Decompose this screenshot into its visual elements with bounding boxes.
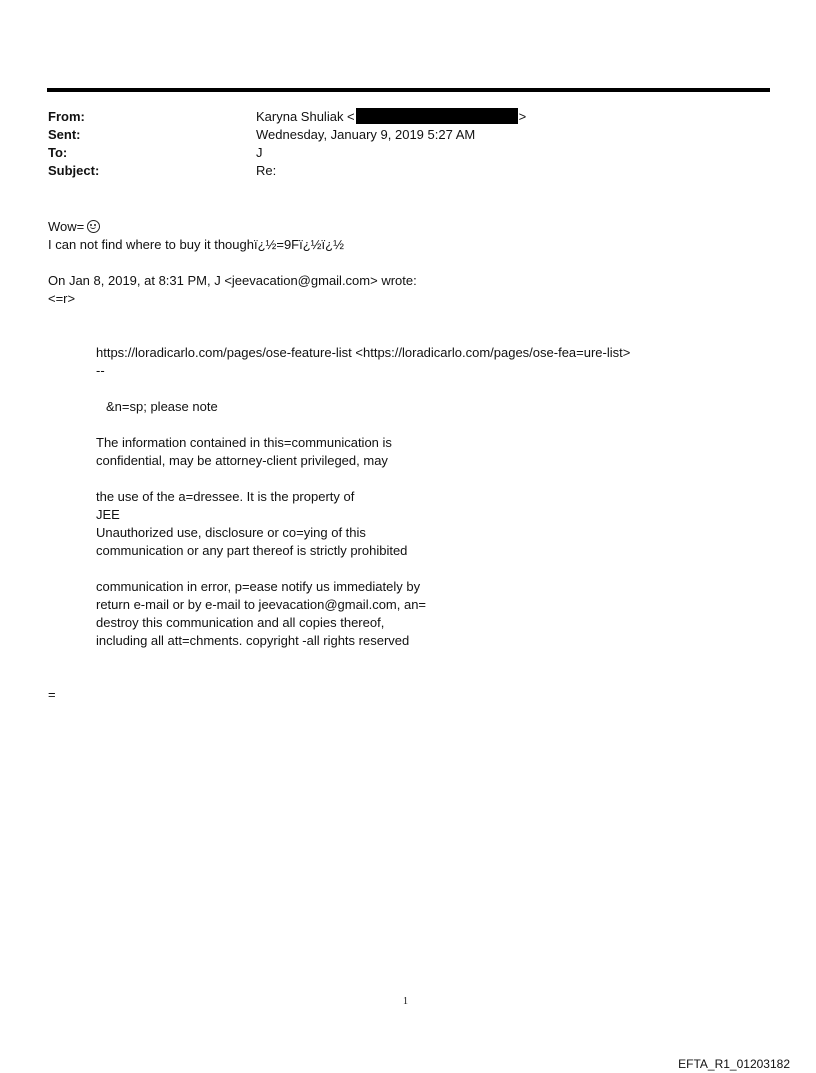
quote-tag: <=r> [48, 291, 76, 306]
body-line-wow [48, 219, 100, 235]
subject-value: Re: [256, 163, 277, 178]
redaction-box [356, 108, 518, 124]
body-line-find: I can not find where to buy it thoughï¿½=9Fï¿½ï¿½ [48, 237, 344, 252]
smiley-icon [87, 220, 100, 233]
disclaimer-line: The information contained in this=communication is [96, 435, 392, 450]
disclaimer-line: confidential, may be attorney-client privileged, may [96, 453, 388, 468]
subject-label: Subject: [48, 163, 100, 178]
quote-intro: On Jan 8, 2019, at 8:31 PM, J <jeevacation@gmail.com> wrote: [48, 273, 417, 288]
wow-text: Wow= [48, 219, 85, 234]
signature-dashes: -- [96, 363, 105, 378]
disclaimer-line: including all att=chments. copyright -all rights reserved [96, 633, 410, 648]
from-label: From: [48, 109, 85, 124]
feature-link[interactable]: https://loradicarlo.com/pages/ose-feature-list <https://loradicarlo.com/pages/ose-fea=ure-list> [96, 345, 631, 360]
disclaimer-line: the use of the a=dressee. It is the property of [96, 489, 355, 504]
sender-suffix: > [518, 109, 527, 124]
sender-name: Karyna Shuliak < [256, 109, 355, 124]
please-note-line: &n=sp; please note [106, 399, 218, 414]
disclaimer-line: communication in error, p=ease notify us immediately by [96, 579, 421, 594]
to-label: To: [48, 145, 68, 160]
sent-label: Sent: [48, 127, 81, 142]
page-number: 1 [403, 996, 408, 1007]
disclaimer-line: Unauthorized use, disclosure or co=ying of this [96, 525, 366, 540]
trailing-equals: = [48, 687, 56, 702]
disclaimer-line: return e-mail or by e-mail to jeevacation@gmail.com, an= [96, 597, 427, 612]
disclaimer-line: communication or any part thereof is strictly prohibited [96, 543, 408, 558]
document-id: EFTA_R1_01203182 [678, 1057, 790, 1071]
sent-value: Wednesday, January 9, 2019 5:27 AM [256, 127, 476, 142]
from-value [256, 108, 526, 126]
disclaimer-line: JEE [96, 507, 120, 522]
disclaimer-line: destroy this communication and all copies thereof, [96, 615, 385, 630]
header-rule [47, 88, 770, 92]
to-value: J [256, 145, 263, 160]
